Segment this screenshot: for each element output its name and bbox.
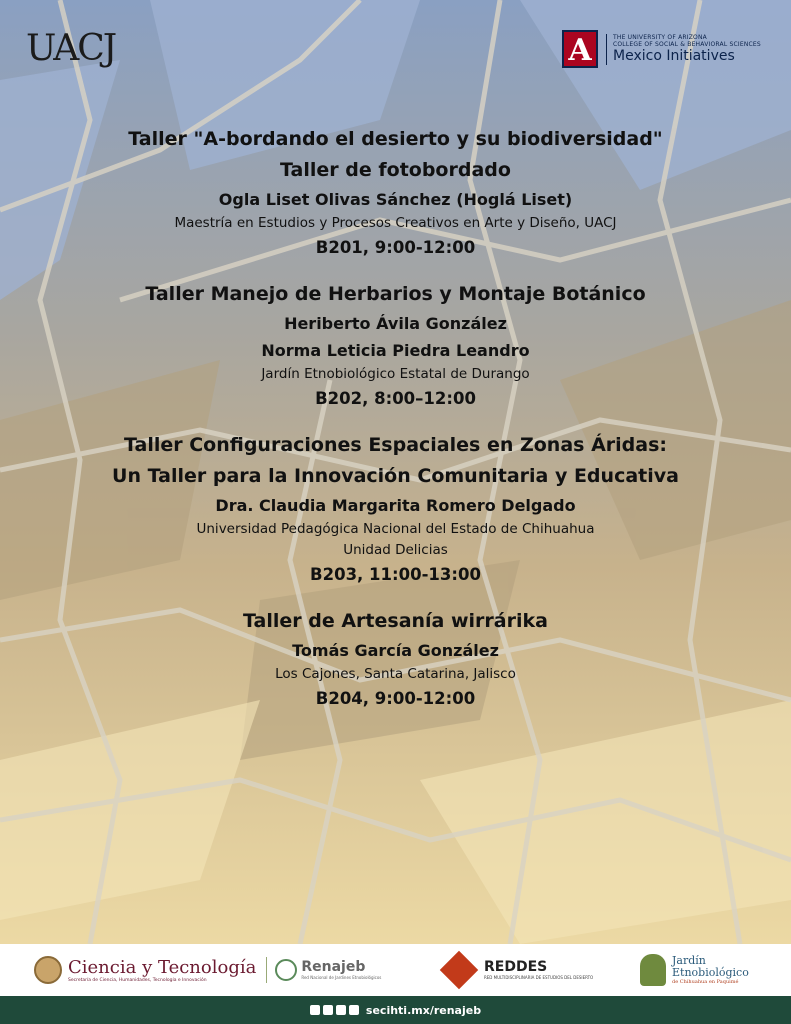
social-bar — [0, 996, 791, 1024]
presenter-name: Norma Leticia Piedra Leandro — [261, 341, 530, 360]
workshop-b203 — [0, 430, 791, 588]
workshop-b202 — [0, 279, 791, 412]
youtube-icon[interactable] — [349, 1005, 359, 1015]
cyt-subtitle: Secretaría de Ciencia, Humanidades, Tecnología e Innovación — [68, 977, 207, 983]
arizona-a-icon: A — [562, 30, 598, 68]
cyt-title: Ciencia y Tecnología — [68, 956, 257, 978]
twitter-icon[interactable] — [323, 1005, 333, 1015]
jardin-title-1: Jardín — [672, 954, 706, 967]
institution: Universidad Pedagógica Nacional del Estado de Chihuahua — [196, 521, 595, 537]
reddes-title: REDDES — [484, 959, 548, 975]
workshop-title: Taller Configuraciones Espaciales en Zonas Áridas: — [124, 434, 667, 456]
social-url-link[interactable]: secihti.mx/renajeb — [365, 1003, 482, 1017]
leaf-icon — [275, 959, 297, 981]
jardin-subtitle: de Chihuahua en Paquimé — [672, 979, 739, 985]
jardin-etnobiologico-logo — [640, 944, 749, 996]
ua-line2: COLLEGE OF SOCIAL & BEHAVIORAL SCIENCES — [613, 40, 761, 48]
institution: Jardín Etnobiológico Estatal de Durango — [261, 366, 530, 382]
institution: Unidad Delicias — [343, 542, 448, 558]
sun-icon — [440, 951, 478, 989]
renajeb-subtitle: Red Nacional de Jardines Etnobiológicos — [301, 975, 382, 980]
room-time: B202, 8:00–12:00 — [315, 389, 476, 408]
divider — [266, 957, 267, 983]
workshop-b204 — [0, 606, 791, 712]
renajeb-title: Renajeb — [301, 959, 366, 975]
workshop-title: Taller "A-bordando el desierto y su biodiversidad" — [128, 128, 663, 150]
workshop-title: Taller de Artesanía wirrárika — [243, 610, 548, 632]
presenter-name: Ogla Liset Olivas Sánchez (Hoglá Liset) — [218, 190, 573, 209]
plant-icon — [640, 954, 666, 986]
workshop-b201 — [0, 124, 791, 261]
room-time: B204, 9:00-12:00 — [315, 689, 476, 708]
presenter-name: Dra. Claudia Margarita Romero Delgado — [215, 496, 576, 515]
presenter-name: Tomás García González — [292, 641, 499, 660]
sponsor-logos — [0, 944, 791, 996]
uacj-logo: UACJ — [26, 28, 116, 69]
seal-icon — [34, 956, 62, 984]
reddes-logo — [442, 944, 593, 996]
ciencia-tecnologia-logo — [34, 944, 381, 996]
room-time: B203, 11:00-13:00 — [310, 565, 481, 584]
workshop-title: Un Taller para la Innovación Comunitaria y Educativa — [112, 465, 679, 487]
institution: Maestría en Estudios y Procesos Creativos en Arte y Diseño, UACJ — [174, 215, 617, 231]
facebook-icon[interactable] — [310, 1005, 320, 1015]
university-of-arizona-logo — [562, 30, 761, 68]
presenter-name: Heriberto Ávila González — [284, 314, 507, 333]
instagram-icon[interactable] — [336, 1005, 346, 1015]
workshop-list — [0, 124, 791, 730]
room-time: B201, 9:00-12:00 — [315, 238, 476, 257]
reddes-subtitle: RED MULTIDISCIPLINARIA DE ESTUDIOS DEL DESIERTO — [484, 975, 594, 980]
jardin-title-2: Etnobiológico — [672, 966, 749, 979]
workshop-title: Taller Manejo de Herbarios y Montaje Botánico — [145, 283, 646, 305]
ua-line1: THE UNIVERSITY OF ARIZONA — [613, 33, 707, 41]
workshop-title: Taller de fotobordado — [280, 159, 511, 181]
institution: Los Cajones, Santa Catarina, Jalisco — [275, 666, 516, 682]
ua-name: Mexico Initiatives — [613, 47, 735, 64]
